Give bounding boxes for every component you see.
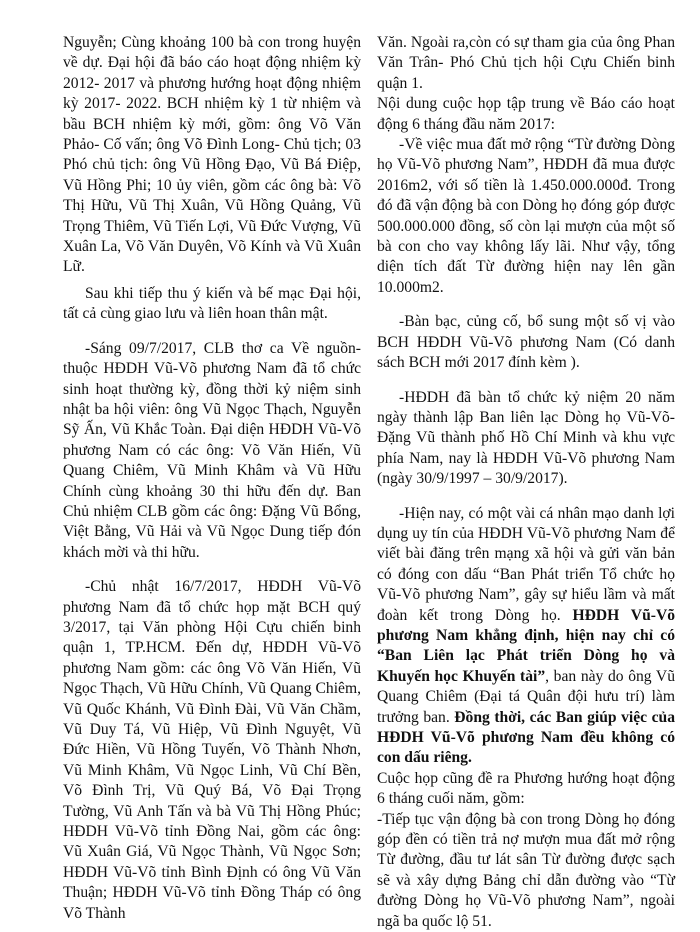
- paragraph-bch-update: -Bàn bạc, củng cố, bổ sung một số vị vào BCH HĐDH Vũ-Võ phương Nam (Có danh sách BCH mới 2017 đính kèm ).: [377, 313, 675, 372]
- paragraph-bch-meeting: -Chủ nhật 16/7/2017, HĐDH Vũ-Võ phương Nam đã tổ chức họp mặt BCH quý 3/2017, tại Văn phòng Hội Cựu chiến binh quận 1, TP.HCM. Đến dự, HĐDH Vũ-Võ phương Nam gồm: các ông Võ Văn Hiến, Vũ Ngọc Thạch, Vũ Hữu Chính, Vũ Quang Chiêm, Vũ Quốc Khánh, Vũ Đình Đài, Vũ Văn Chầm, Vũ Duy Tá, Vũ Hiệp, Vũ Đình Nguyệt, Vũ Đức Hiền, Vũ Hồng Tuyến, Võ Thành Nhơn, Vũ Minh Khâm, Vũ Ngọc Linh, Vũ Chí Bền, Võ Đình Trị, Vũ Quý Bá, Võ Đại Trọng Tường, Vũ Anh Tấn và bà Vũ Thị Hồng Phúc; HĐDH Vũ-Võ tỉnh Đồng Nai, gồm các ông: Vũ Xuân Giá, Vũ Ngọc Thành, Vũ Ngọc Sơn; HĐDH Vũ-Võ tỉnh Bình Định có ông Vũ Văn Thuận; HĐDH Vũ-Võ tỉnh Đồng Tháp có ông Võ Thành: [63, 578, 361, 922]
- paragraph-plan-item: -Tiếp tục vận động bà con trong Dòng họ đóng góp đền có tiền trả nợ mượn mua đất mở rộng Từ đường, đầu tư lát sân Từ đường được sạch sẽ và xây dựng Bảng chỉ dẫn đường vào “Từ đường Dòng họ Vũ-Võ phương Nam”, ngoài ngã ba quốc lộ 51.: [377, 810, 675, 930]
- paragraph-plan-intro: Cuộc họp cũng đề ra Phương hướng hoạt động 6 tháng cuối năm, gồm:: [377, 769, 675, 808]
- notice-text-start: -Hiện nay, có một vài cá nhân mạo danh lợi dụng uy tín của HĐDH Vũ-Võ phương Nam để viết bài đăng trên mạng xã hội và gửi văn bản có đóng con dấu “Ban Phát triển Tổ chức họ Vũ-Võ phương Nam”, gây sự hiểu lầm và mất đoàn kết trong Dòng họ.: [377, 504, 675, 624]
- left-column: [63, 33, 361, 924]
- notice-bold-seal: Đồng thời, các Ban giúp việc của HĐDH Vũ-Võ phương Nam đều không có con dấu riêng.: [377, 708, 676, 767]
- right-column: [377, 33, 675, 932]
- paragraph-anniversary: -HĐDH đã bàn tổ chức kỷ niệm 20 năm ngày thành lập Ban liên lạc Dòng họ Vũ-Võ- Đặng Vũ thành phố Hồ Chí Minh và khu vực phía Nam, nay là HĐDH Vũ-Võ phương Nam (ngày 30/9/1997 – 30/9/2017).: [377, 388, 675, 488]
- notice-text-middle: , ban này do ông Vũ Quang Chiêm (Đại tá Quân đội hưu trí) làm trưởng ban.: [377, 667, 675, 726]
- paragraph-meeting-content: Nội dung cuộc họp tập trung về Báo cáo hoạt động 6 tháng đầu năm 2017:: [377, 95, 675, 133]
- paragraph-congress-report: Nguyễn; Cùng khoảng 100 bà con trong huyện về dự. Đại hội đã báo cáo hoạt động nhiệm kỳ 2012- 2017 và phương hướng hoạt động nhiệm kỳ 2017- 2022. BCH nhiệm kỳ 1 từ nhiệm và bầu BCH nhiệm kỳ mới, gồm: ông Võ Văn Phảo- Cố vấn; ông Võ Đình Long- Chủ tịch; 03 Phó chủ tịch: ông Vũ Hồng Đạo, Vũ Bá Điệp, Vũ Hồng Phi; 10 ủy viên, gồm các ông bà: Võ Thị Hữu, Vũ Thị Xuân, Vũ Hồng Quảng, Vũ Trọng Thiêm, Vũ Tiến Lợi, Vũ Đức Vượng, Vũ Xuân La, Võ Văn Duyên, Võ Kính và Vũ Xuân Lữ.: [63, 34, 361, 276]
- notice-bold-statement: HĐDH Vũ-Võ phương Nam khẳng định, hiện nay chỉ có “Ban Liên lạc Phát triển Dòng họ và Khuyến học Khuyến tài”: [377, 606, 675, 685]
- paragraph-impersonation-notice: [377, 504, 675, 769]
- paragraph-attendance: Văn. Ngoài ra,còn có sự tham gia của ông Phan Văn Trân- Phó Chủ tịch hội Cựu Chiến binh quận 1.: [377, 34, 675, 92]
- paragraph-land-purchase: -Về việc mua đất mở rộng “Từ đường Dòng họ Vũ-Võ phương Nam”, HĐDH đã mua được 2016m2, với số tiền là 1.450.000.000đ. Trong đó đã vận động bà con Dòng họ đóng góp được 500.000.000 đồng, số còn lại mượn của một số bà con cho vay không lấy lãi. Như vậy, tổng diện tích đất Từ đường hiện nay lên gần 10.000m2.: [377, 136, 675, 296]
- paragraph-closing: Sau khi tiếp thu ý kiến và bế mạc Đại hội, tất cả cùng giao lưu và liên hoan thân mật.: [63, 284, 361, 323]
- paragraph-poetry-club: -Sáng 09/7/2017, CLB thơ ca Về nguồn- thuộc HĐDH Vũ-Võ phương Nam đã tổ chức sinh hoạt thường kỳ, đồng thời kỷ niệm sinh nhật ba hội viên: ông Vũ Ngọc Thạch, Nguyễn Sỹ Ấn, Vũ Khắc Toàn. Đại diện HĐDH Vũ-Võ phương Nam có các ông: Võ Văn Hiến, Vũ Quang Chiêm, Vũ Minh Khâm và Vũ Hữu Chính cùng khoảng 30 thi hữu đến dự. Ban Chủ nhiệm CLB gồm các ông: Đặng Vũ Bổng, Việt Bằng, Vũ Hải và Vũ Ngọc Dung tiếp đón khách mời và thi hữu.: [63, 339, 361, 561]
